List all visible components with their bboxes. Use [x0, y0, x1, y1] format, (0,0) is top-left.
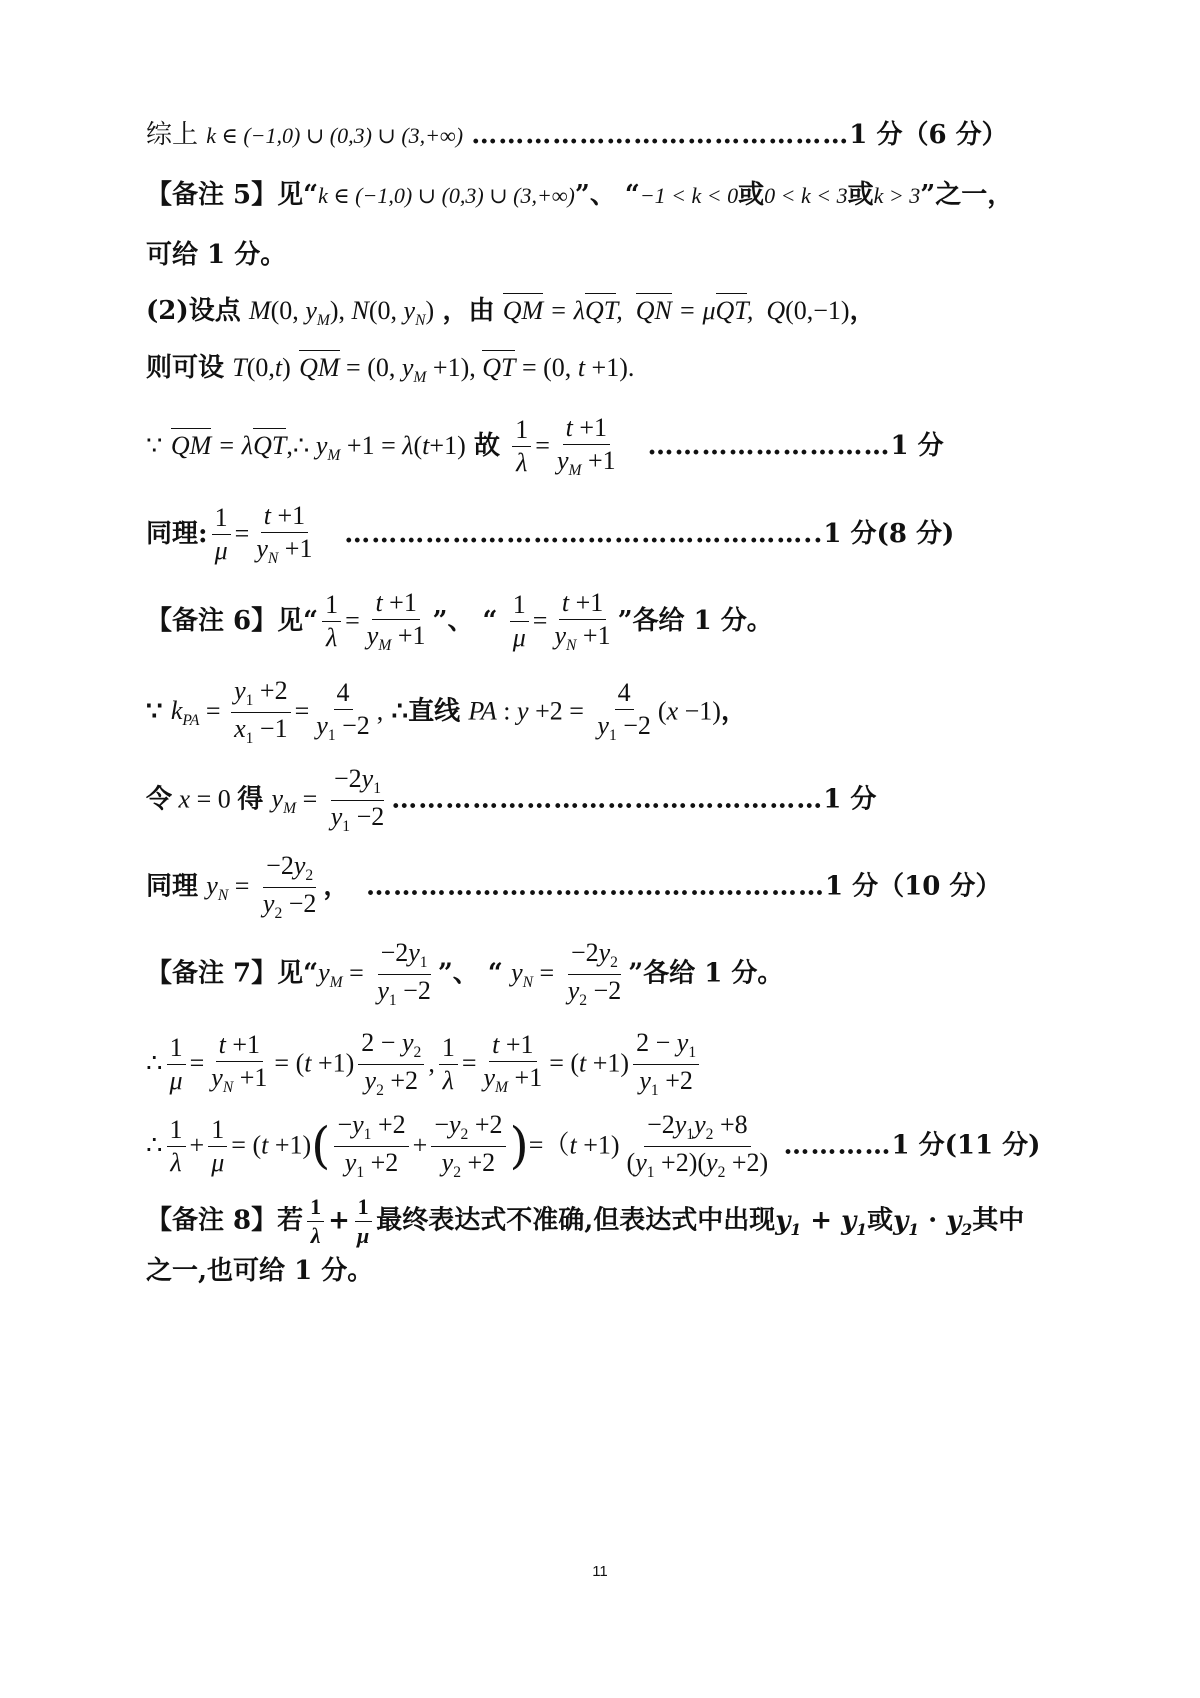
line-kPA: ∵ $k_{PA}$ = $\frac{y_1 +2}{x_1 -1}$ = $\frac{4}{y_1 -2}$ , ∴直线 PA : y +2 = $\frac{4}{y_1 -2}$ (x −1)，	[146, 676, 747, 747]
line-mu: 同理: $\frac{1}{\mu}$ = $\frac{t +1}{y_N +1}$ ……………………………………………..1 分(8 分)	[146, 501, 955, 568]
score: 1 分（6 分）	[849, 120, 1008, 150]
page-number: 11	[592, 1563, 608, 1580]
remark-8-cont: 之一,也可给 1 分。	[146, 1256, 374, 1286]
line-substitute: ∴ $\frac{1}{\mu}$ = $\frac{t +1}{y_N +1}$ = (t +1) $\frac{2 - y_2}{y_2 +2}$ , $\frac{1}{\lambda}$ = $\frac{t +1}{y_M +1}$ = (t +1) $\frac{2 - y_1}{y_1 +2}$	[146, 1030, 703, 1099]
math-k-range: k ∈ (−1,0) ∪ (0,3) ∪ (3,+∞)	[206, 123, 464, 148]
line-set-points: (2)设点 M(0, $y_M$), N(0, $y_N$) ，由 QM = λQT, QN = μQT, Q(0,−1)，	[146, 298, 876, 329]
remark-5-cont: 可给 1 分。	[146, 240, 287, 270]
line-yN: 同理 $y_N$ = $\frac{-2y_2}{y_2 -2}$ ， ……………………………………………1 分（10 分）	[146, 851, 1002, 922]
remark-6: 【备注 6】见“ $\frac{1}{\lambda}$ = $\frac{t +1}{y_M +1}$ ”、 “ $\frac{1}{\mu}$ = $\frac{t +1}{y_N +1}$ ”各给 1 分。	[146, 588, 773, 655]
remark-7: 【备注 7】见“$y_M$ = $\frac{-2y_1}{y_1 -2}$ ”、 “ $y_N$ = $\frac{-2y_2}{y_2 -2}$ ”各给 1 分。	[146, 938, 784, 1009]
line-summary: 综上 k ∈ (−1,0) ∪ (0,3) ∪ (3,+∞) ……………………………………1 分（6 分）	[146, 120, 1008, 150]
remark-5: 【备注 5】见“k ∈ (−1,0) ∪ (0,3) ∪ (3,+∞)”、 “−1 < k < 0或0 < k < 3或k > 3”之一，	[146, 180, 1014, 210]
line-lambda: ∵ QM = λQT,∴ $y_M +1 = \lambda(t+1)$ 故 $\frac{1}{\lambda}$ = $\frac{t +1}{y_M +1}$ ………………………1 分	[146, 413, 944, 480]
remark-8: 【备注 8】若 $\frac{1}{\lambda}$ + $\frac{1}{\mu}$ 最终表达式不准确,但表达式中出现$y_1 + y_1$或$y_1 \cdot y_2$其中	[146, 1194, 1025, 1248]
line-set-T: 则可设 T(0,t) QM = (0, $y_M +1$), QT = (0, t +1).	[146, 355, 634, 386]
line-sum: ∴ $\frac{1}{\lambda}$ + $\frac{1}{\mu}$ = (t +1)( $\frac{-y_1 +2}{y_1 +2}$ + $\frac{-y_2 +2}{y_2 +2}$ )=（t +1) $\frac{-2y_1y_2 +8}{(y_1 +2)(y_2 +2)}$ …………1 分(11 分)	[146, 1110, 1041, 1181]
line-yM: 令 x = 0 得 $y_M$ = $\frac{-2y_1}{y_1 -2}$ …………………………………………1 分	[146, 764, 877, 835]
